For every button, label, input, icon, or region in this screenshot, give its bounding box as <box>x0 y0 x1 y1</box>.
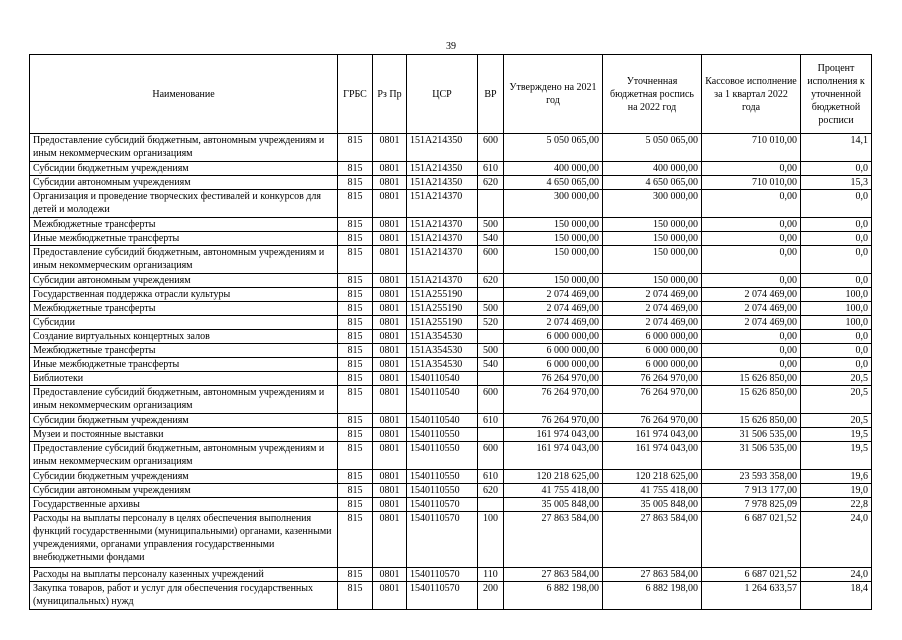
cell-revised: 5 050 065,00 <box>603 134 702 162</box>
cell-cash: 0,00 <box>702 232 801 246</box>
cell-name: Библиотеки <box>30 372 338 386</box>
cell-grbs: 815 <box>338 414 373 428</box>
cell-revised: 76 264 970,00 <box>603 414 702 428</box>
cell-csr: 1540110550 <box>407 470 478 484</box>
cell-revised: 2 074 469,00 <box>603 316 702 330</box>
cell-grbs: 815 <box>338 568 373 582</box>
cell-name: Субсидии бюджетным учреждениям <box>30 470 338 484</box>
cell-csr: 151A214370 <box>407 274 478 288</box>
cell-name: Субсидии автономным учреждениям <box>30 484 338 498</box>
cell-csr: 151A255190 <box>407 288 478 302</box>
cell-grbs: 815 <box>338 274 373 288</box>
cell-name: Музеи и постоянные выставки <box>30 428 338 442</box>
cell-approved: 300 000,00 <box>504 190 603 218</box>
cell-percent: 20,5 <box>801 372 872 386</box>
cell-rzpr: 0801 <box>373 442 407 470</box>
cell-percent: 19,5 <box>801 428 872 442</box>
cell-cash: 31 506 535,00 <box>702 442 801 470</box>
cell-percent: 18,4 <box>801 582 872 610</box>
cell-csr: 1540110540 <box>407 386 478 414</box>
cell-revised: 161 974 043,00 <box>603 428 702 442</box>
cell-cash: 15 626 850,00 <box>702 386 801 414</box>
cell-approved: 150 000,00 <box>504 246 603 274</box>
cell-csr: 1540110550 <box>407 442 478 470</box>
cell-csr: 151A214370 <box>407 246 478 274</box>
table-row <box>30 498 872 512</box>
cell-rzpr: 0801 <box>373 176 407 190</box>
table-row <box>30 302 872 316</box>
cell-approved: 400 000,00 <box>504 162 603 176</box>
cell-csr: 151A214370 <box>407 218 478 232</box>
cell-vr: 610 <box>478 470 504 484</box>
cell-csr: 151A354530 <box>407 358 478 372</box>
cell-cash: 0,00 <box>702 218 801 232</box>
cell-cash: 7 913 177,00 <box>702 484 801 498</box>
cell-cash: 6 687 021,52 <box>702 512 801 568</box>
cell-approved: 2 074 469,00 <box>504 316 603 330</box>
cell-csr: 1540110550 <box>407 428 478 442</box>
table-row <box>30 316 872 330</box>
cell-cash: 0,00 <box>702 190 801 218</box>
cell-percent: 100,0 <box>801 316 872 330</box>
col-header-name: Наименование <box>30 55 338 134</box>
cell-csr: 1540110570 <box>407 568 478 582</box>
cell-percent: 0,0 <box>801 162 872 176</box>
cell-approved: 41 755 418,00 <box>504 484 603 498</box>
cell-percent: 0,0 <box>801 190 872 218</box>
table-row <box>30 232 872 246</box>
table-row <box>30 372 872 386</box>
table-row <box>30 512 872 568</box>
page-number: 39 <box>446 41 456 52</box>
cell-approved: 161 974 043,00 <box>504 428 603 442</box>
cell-revised: 6 000 000,00 <box>603 344 702 358</box>
cell-cash: 710 010,00 <box>702 176 801 190</box>
cell-cash: 7 978 825,09 <box>702 498 801 512</box>
cell-name: Иные межбюджетные трансферты <box>30 232 338 246</box>
cell-approved: 6 000 000,00 <box>504 358 603 372</box>
cell-vr: 620 <box>478 484 504 498</box>
cell-grbs: 815 <box>338 330 373 344</box>
table-row <box>30 358 872 372</box>
cell-revised: 300 000,00 <box>603 190 702 218</box>
cell-rzpr: 0801 <box>373 582 407 610</box>
cell-csr: 151A354530 <box>407 344 478 358</box>
cell-csr: 151A214350 <box>407 134 478 162</box>
cell-name: Государственная поддержка отрасли культуры <box>30 288 338 302</box>
cell-vr: 500 <box>478 344 504 358</box>
cell-vr <box>478 372 504 386</box>
cell-grbs: 815 <box>338 372 373 386</box>
cell-vr: 610 <box>478 162 504 176</box>
cell-percent: 0,0 <box>801 344 872 358</box>
cell-cash: 15 626 850,00 <box>702 372 801 386</box>
cell-csr: 1540110570 <box>407 582 478 610</box>
cell-rzpr: 0801 <box>373 470 407 484</box>
cell-grbs: 815 <box>338 442 373 470</box>
cell-approved: 2 074 469,00 <box>504 288 603 302</box>
cell-approved: 2 074 469,00 <box>504 302 603 316</box>
cell-vr: 600 <box>478 134 504 162</box>
cell-approved: 4 650 065,00 <box>504 176 603 190</box>
cell-cash: 0,00 <box>702 358 801 372</box>
cell-grbs: 815 <box>338 176 373 190</box>
cell-vr: 110 <box>478 568 504 582</box>
cell-revised: 6 000 000,00 <box>603 330 702 344</box>
table-row <box>30 582 872 610</box>
table-row <box>30 386 872 414</box>
table-body <box>30 134 872 610</box>
cell-csr: 151A214350 <box>407 162 478 176</box>
cell-grbs: 815 <box>338 246 373 274</box>
cell-vr: 620 <box>478 176 504 190</box>
cell-name: Предоставление субсидий бюджетным, автономным учреждениям и иным некоммерческим организациям <box>30 386 338 414</box>
cell-rzpr: 0801 <box>373 246 407 274</box>
cell-rzpr: 0801 <box>373 372 407 386</box>
table-row <box>30 484 872 498</box>
cell-approved: 150 000,00 <box>504 232 603 246</box>
cell-name: Государственные архивы <box>30 498 338 512</box>
table-row <box>30 442 872 470</box>
cell-name: Предоставление субсидий бюджетным, автономным учреждениям и иным некоммерческим организациям <box>30 134 338 162</box>
cell-grbs: 815 <box>338 232 373 246</box>
cell-revised: 150 000,00 <box>603 218 702 232</box>
cell-vr: 600 <box>478 442 504 470</box>
cell-rzpr: 0801 <box>373 330 407 344</box>
cell-rzpr: 0801 <box>373 274 407 288</box>
cell-percent: 24,0 <box>801 568 872 582</box>
cell-rzpr: 0801 <box>373 190 407 218</box>
cell-percent: 0,0 <box>801 274 872 288</box>
table-row <box>30 274 872 288</box>
cell-approved: 6 882 198,00 <box>504 582 603 610</box>
cell-csr: 151A255190 <box>407 302 478 316</box>
cell-csr: 151A255190 <box>407 316 478 330</box>
cell-name: Межбюджетные трансферты <box>30 302 338 316</box>
cell-percent: 0,0 <box>801 246 872 274</box>
table-row <box>30 176 872 190</box>
cell-approved: 76 264 970,00 <box>504 386 603 414</box>
cell-name: Организация и проведение творческих фестивалей и конкурсов для детей и молодежи <box>30 190 338 218</box>
cell-vr: 540 <box>478 232 504 246</box>
cell-name: Расходы на выплаты персоналу в целях обеспечения выполнения функций государственными (муниципальными) органами, казенными учреждениями, органами управления государственными внебюджетными фондами <box>30 512 338 568</box>
cell-revised: 4 650 065,00 <box>603 176 702 190</box>
cell-grbs: 815 <box>338 344 373 358</box>
cell-grbs: 815 <box>338 288 373 302</box>
cell-cash: 2 074 469,00 <box>702 302 801 316</box>
cell-percent: 19,5 <box>801 442 872 470</box>
cell-revised: 27 863 584,00 <box>603 568 702 582</box>
cell-revised: 150 000,00 <box>603 246 702 274</box>
col-header-percent: Процент исполнения к уточненной бюджетной росписи <box>801 55 872 134</box>
table-row <box>30 330 872 344</box>
cell-cash: 710 010,00 <box>702 134 801 162</box>
cell-rzpr: 0801 <box>373 414 407 428</box>
cell-percent: 0,0 <box>801 218 872 232</box>
cell-revised: 150 000,00 <box>603 274 702 288</box>
cell-name: Субсидии бюджетным учреждениям <box>30 162 338 176</box>
cell-approved: 150 000,00 <box>504 218 603 232</box>
table-row <box>30 428 872 442</box>
cell-grbs: 815 <box>338 190 373 218</box>
cell-name: Создание виртуальных концертных залов <box>30 330 338 344</box>
cell-approved: 6 000 000,00 <box>504 330 603 344</box>
cell-grbs: 815 <box>338 386 373 414</box>
cell-approved: 150 000,00 <box>504 274 603 288</box>
cell-revised: 2 074 469,00 <box>603 302 702 316</box>
cell-percent: 0,0 <box>801 232 872 246</box>
cell-percent: 22,8 <box>801 498 872 512</box>
cell-cash: 0,00 <box>702 344 801 358</box>
cell-revised: 120 218 625,00 <box>603 470 702 484</box>
cell-revised: 76 264 970,00 <box>603 372 702 386</box>
col-header-grbs: ГРБС <box>338 55 373 134</box>
cell-vr <box>478 498 504 512</box>
cell-grbs: 815 <box>338 484 373 498</box>
cell-grbs: 815 <box>338 218 373 232</box>
cell-grbs: 815 <box>338 512 373 568</box>
cell-revised: 76 264 970,00 <box>603 386 702 414</box>
cell-cash: 0,00 <box>702 162 801 176</box>
cell-rzpr: 0801 <box>373 232 407 246</box>
cell-cash: 2 074 469,00 <box>702 288 801 302</box>
cell-approved: 27 863 584,00 <box>504 512 603 568</box>
cell-approved: 6 000 000,00 <box>504 344 603 358</box>
cell-vr: 520 <box>478 316 504 330</box>
cell-approved: 35 005 848,00 <box>504 498 603 512</box>
cell-revised: 41 755 418,00 <box>603 484 702 498</box>
col-header-rzpr: Рз Пр <box>373 55 407 134</box>
cell-revised: 2 074 469,00 <box>603 288 702 302</box>
cell-csr: 1540110540 <box>407 414 478 428</box>
cell-csr: 151A214350 <box>407 176 478 190</box>
cell-approved: 76 264 970,00 <box>504 372 603 386</box>
cell-cash: 15 626 850,00 <box>702 414 801 428</box>
table-row <box>30 288 872 302</box>
budget-execution-table <box>29 54 872 610</box>
cell-percent: 20,5 <box>801 386 872 414</box>
cell-rzpr: 0801 <box>373 162 407 176</box>
cell-name: Иные межбюджетные трансферты <box>30 358 338 372</box>
cell-grbs: 815 <box>338 470 373 484</box>
cell-rzpr: 0801 <box>373 134 407 162</box>
cell-percent: 19,6 <box>801 470 872 484</box>
table-row <box>30 470 872 484</box>
col-header-vr: ВР <box>478 55 504 134</box>
table-row <box>30 568 872 582</box>
cell-vr <box>478 288 504 302</box>
cell-revised: 6 882 198,00 <box>603 582 702 610</box>
cell-rzpr: 0801 <box>373 484 407 498</box>
table-row <box>30 134 872 162</box>
cell-revised: 6 000 000,00 <box>603 358 702 372</box>
cell-vr: 540 <box>478 358 504 372</box>
table-row <box>30 162 872 176</box>
table-row <box>30 344 872 358</box>
cell-percent: 15,3 <box>801 176 872 190</box>
cell-csr: 1540110570 <box>407 512 478 568</box>
cell-vr <box>478 428 504 442</box>
cell-rzpr: 0801 <box>373 316 407 330</box>
cell-percent: 100,0 <box>801 302 872 316</box>
cell-name: Субсидии бюджетным учреждениям <box>30 414 338 428</box>
cell-revised: 27 863 584,00 <box>603 512 702 568</box>
cell-csr: 1540110540 <box>407 372 478 386</box>
cell-vr: 500 <box>478 218 504 232</box>
cell-cash: 6 687 021,52 <box>702 568 801 582</box>
col-header-revised: Уточненная бюджетная роспись на 2022 год <box>603 55 702 134</box>
cell-name: Межбюджетные трансферты <box>30 218 338 232</box>
col-header-csr: ЦСР <box>407 55 478 134</box>
cell-rzpr: 0801 <box>373 512 407 568</box>
cell-vr: 600 <box>478 246 504 274</box>
cell-percent: 0,0 <box>801 358 872 372</box>
cell-percent: 100,0 <box>801 288 872 302</box>
cell-rzpr: 0801 <box>373 218 407 232</box>
cell-approved: 161 974 043,00 <box>504 442 603 470</box>
cell-revised: 161 974 043,00 <box>603 442 702 470</box>
cell-percent: 0,0 <box>801 330 872 344</box>
cell-cash: 0,00 <box>702 246 801 274</box>
col-header-approved: Утверждено на 2021 год <box>504 55 603 134</box>
cell-percent: 24,0 <box>801 512 872 568</box>
cell-grbs: 815 <box>338 428 373 442</box>
table-row <box>30 190 872 218</box>
cell-csr: 151A354530 <box>407 330 478 344</box>
cell-revised: 35 005 848,00 <box>603 498 702 512</box>
cell-percent: 19,0 <box>801 484 872 498</box>
cell-grbs: 815 <box>338 316 373 330</box>
cell-rzpr: 0801 <box>373 498 407 512</box>
cell-grbs: 815 <box>338 582 373 610</box>
cell-rzpr: 0801 <box>373 428 407 442</box>
cell-vr: 100 <box>478 512 504 568</box>
table-row <box>30 218 872 232</box>
cell-percent: 20,5 <box>801 414 872 428</box>
cell-vr: 600 <box>478 386 504 414</box>
cell-cash: 0,00 <box>702 274 801 288</box>
cell-rzpr: 0801 <box>373 358 407 372</box>
col-header-cash: Кассовое исполнение за 1 квартал 2022 года <box>702 55 801 134</box>
cell-approved: 5 050 065,00 <box>504 134 603 162</box>
cell-rzpr: 0801 <box>373 568 407 582</box>
cell-name: Субсидии автономным учреждениям <box>30 274 338 288</box>
cell-grbs: 815 <box>338 302 373 316</box>
cell-vr: 200 <box>478 582 504 610</box>
cell-grbs: 815 <box>338 162 373 176</box>
cell-cash: 2 074 469,00 <box>702 316 801 330</box>
cell-cash: 23 593 358,00 <box>702 470 801 484</box>
cell-vr: 620 <box>478 274 504 288</box>
cell-csr: 151A214370 <box>407 190 478 218</box>
cell-name: Расходы на выплаты персоналу казенных учреждений <box>30 568 338 582</box>
cell-name: Межбюджетные трансферты <box>30 344 338 358</box>
cell-csr: 1540110550 <box>407 484 478 498</box>
cell-cash: 1 264 633,57 <box>702 582 801 610</box>
cell-vr: 500 <box>478 302 504 316</box>
table-row <box>30 246 872 274</box>
cell-csr: 151A214370 <box>407 232 478 246</box>
cell-approved: 76 264 970,00 <box>504 414 603 428</box>
cell-rzpr: 0801 <box>373 386 407 414</box>
cell-name: Субсидии <box>30 316 338 330</box>
cell-name: Предоставление субсидий бюджетным, автономным учреждениям и иным некоммерческим организациям <box>30 246 338 274</box>
cell-name: Предоставление субсидий бюджетным, автономным учреждениям и иным некоммерческим организациям <box>30 442 338 470</box>
cell-percent: 14,1 <box>801 134 872 162</box>
cell-approved: 120 218 625,00 <box>504 470 603 484</box>
cell-rzpr: 0801 <box>373 344 407 358</box>
cell-rzpr: 0801 <box>373 302 407 316</box>
table-header-row <box>30 55 872 134</box>
cell-approved: 27 863 584,00 <box>504 568 603 582</box>
cell-vr <box>478 330 504 344</box>
cell-cash: 31 506 535,00 <box>702 428 801 442</box>
cell-csr: 1540110570 <box>407 498 478 512</box>
cell-grbs: 815 <box>338 134 373 162</box>
cell-grbs: 815 <box>338 358 373 372</box>
cell-name: Субсидии автономным учреждениям <box>30 176 338 190</box>
table-row <box>30 414 872 428</box>
cell-cash: 0,00 <box>702 330 801 344</box>
cell-vr <box>478 190 504 218</box>
cell-revised: 400 000,00 <box>603 162 702 176</box>
cell-vr: 610 <box>478 414 504 428</box>
cell-grbs: 815 <box>338 498 373 512</box>
cell-name: Закупка товаров, работ и услуг для обеспечения государственных (муниципальных) нужд <box>30 582 338 610</box>
cell-rzpr: 0801 <box>373 288 407 302</box>
cell-revised: 150 000,00 <box>603 232 702 246</box>
